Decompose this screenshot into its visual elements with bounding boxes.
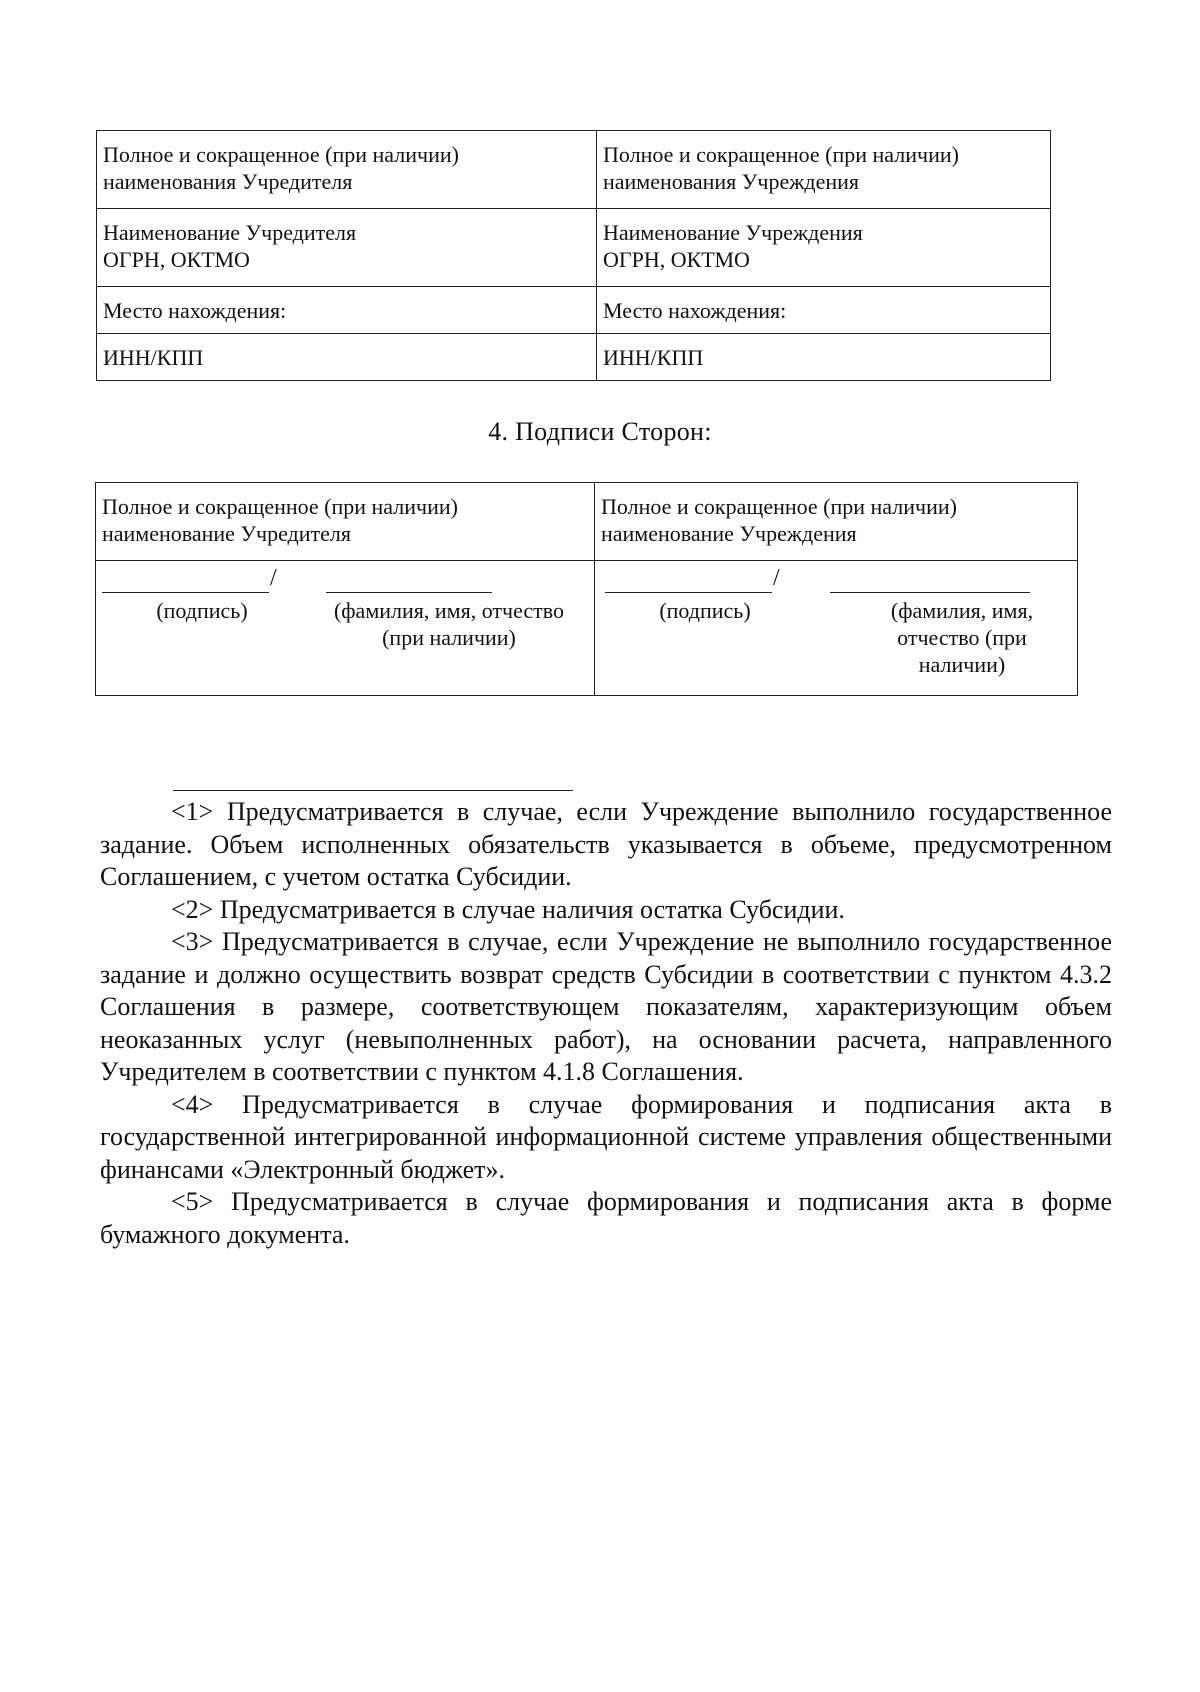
caption-text: (при наличии) xyxy=(382,625,516,650)
section-title: 4. Подписи Сторон: xyxy=(488,417,712,446)
cell-text: ИНН/КПП xyxy=(103,345,204,370)
table-row xyxy=(97,131,1051,209)
signature-line xyxy=(102,592,269,593)
table-row xyxy=(96,483,1078,561)
table-row xyxy=(97,209,1051,287)
cell-text: наименования Учредителя xyxy=(103,169,353,194)
cell-text: Полное и сокращенное (при наличии) xyxy=(103,142,459,167)
founder-full-name-cell xyxy=(97,131,597,209)
institution-name-ogrn-cell xyxy=(597,209,1051,287)
institution-full-name-cell xyxy=(597,131,1051,209)
founder-location-cell xyxy=(97,287,597,334)
founder-signature-block xyxy=(96,561,594,695)
signature-caption xyxy=(102,597,302,624)
caption-text: наличии) xyxy=(918,652,1006,677)
table-row xyxy=(97,287,1051,334)
institution-name-cell xyxy=(595,483,1078,561)
institution-inn-kpp-cell xyxy=(597,334,1051,381)
cell-text: наименование Учредителя xyxy=(102,521,352,546)
name-line xyxy=(326,592,492,593)
table-row xyxy=(96,561,1078,696)
footnote: <2> Предусматривается в случае наличия остатка Субсидии. xyxy=(171,894,845,924)
signatures-table xyxy=(95,482,1078,696)
name-line xyxy=(830,592,1030,593)
cell-text: Наименование Учредителя xyxy=(103,220,357,245)
name-caption xyxy=(316,597,582,651)
caption-text: (фамилия, имя, отчество xyxy=(333,598,565,623)
cell-text: Полное и сокращенное (при наличии) xyxy=(601,494,957,519)
caption-text: (подпись) xyxy=(659,598,751,623)
footnotes xyxy=(100,796,1112,1251)
cell-text: Полное и сокращенное (при наличии) xyxy=(102,494,458,519)
institution-location-cell xyxy=(597,287,1051,334)
caption-text: (фамилия, имя, xyxy=(890,598,1034,623)
footnote-separator xyxy=(173,790,573,791)
cell-text: Место нахождения: xyxy=(103,298,287,323)
name-caption xyxy=(857,597,1067,678)
cell-text: наименования Учреждения xyxy=(603,169,860,194)
founder-inn-kpp-cell xyxy=(97,334,597,381)
slash: / xyxy=(773,565,780,591)
cell-text: ИНН/КПП xyxy=(603,345,704,370)
institution-signature-cell xyxy=(595,561,1078,696)
signature-caption xyxy=(605,597,805,624)
footnote: <3> Предусматривается в случае, если Учреждение не выполнило государственное задание и должно осуществить возврат средств Субсидии в соответствии с пунктом 4.3.2 Соглашения в размере, соответствующем показателям, характеризующим объем неоказанных услуг (невыполненных работ), на основании расчета, направленного Учредителем в соответствии с пунктом 4.1.8 Соглашения. xyxy=(100,927,1112,1086)
founder-signature-cell xyxy=(96,561,595,696)
institution-signature-block xyxy=(595,561,1077,695)
caption-text: отчество (при xyxy=(897,625,1027,650)
cell-text: наименование Учреждения xyxy=(601,521,857,546)
slash: / xyxy=(270,565,277,591)
footnote: <4> Предусматривается в случае формирования и подписания акта в государственной интегрированной информационной системе управления общественными финансами «Электронный бюджет». xyxy=(100,1089,1112,1184)
cell-text: Полное и сокращенное (при наличии) xyxy=(603,142,959,167)
cell-text: ОГРН, ОКТМО xyxy=(603,247,750,272)
cell-text: Место нахождения: xyxy=(603,298,787,323)
table-row xyxy=(97,334,1051,381)
founder-name-cell xyxy=(96,483,595,561)
signature-line xyxy=(605,592,772,593)
cell-text: ОГРН, ОКТМО xyxy=(103,247,250,272)
founder-name-ogrn-cell xyxy=(97,209,597,287)
requisites-table xyxy=(96,130,1051,381)
cell-text: Наименование Учреждения xyxy=(603,220,863,245)
footnote: <5> Предусматривается в случае формирования и подписания акта в форме бумажного документа. xyxy=(100,1187,1112,1249)
footnote: <1> Предусматривается в случае, если Учреждение выполнило государственное задание. Объем исполненных обязательств указывается в объеме, предусмотренном Соглашением, с учетом остатка Субсидии. xyxy=(100,797,1112,891)
caption-text: (подпись) xyxy=(156,598,248,623)
